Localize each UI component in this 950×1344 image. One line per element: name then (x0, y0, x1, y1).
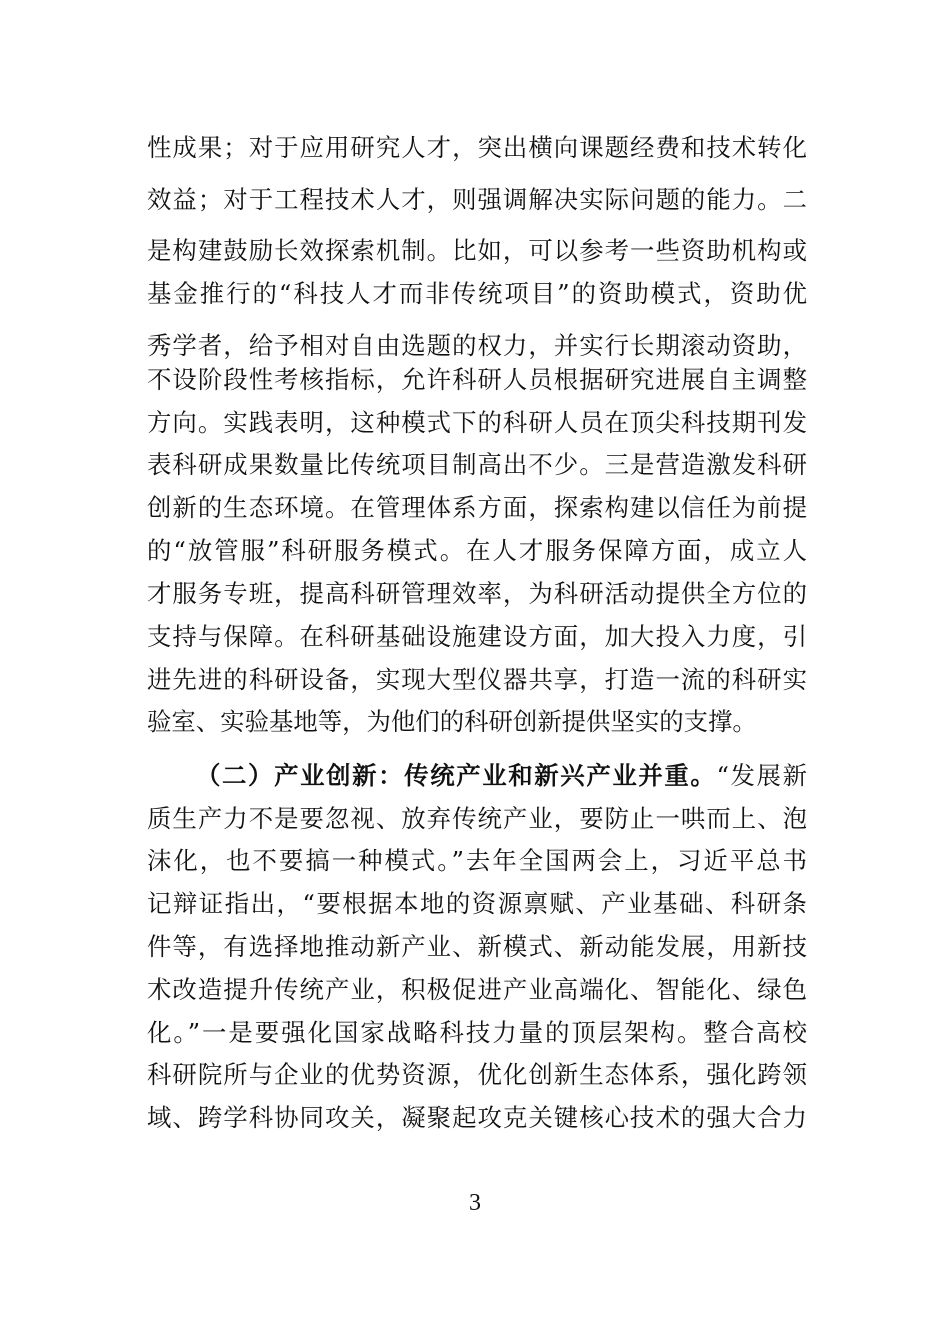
section-heading: （二）产业创新：传统产业和新兴产业并重。 (196, 761, 717, 790)
text-line: 化。”一是要强化国家战略科技力量的顶层架构。整合高校 (147, 1018, 807, 1047)
text-line (196, 757, 807, 795)
text-line: 创新的生态环境。在管理体系方面，探索构建以信任为前提 (147, 493, 807, 522)
text-line: 不设阶段性考核指标，允许科研人员根据研究进展自主调整 (147, 365, 807, 394)
text-line: 沫化，也不要搞一种模式。”去年全国两会上，习近平总书 (147, 846, 807, 875)
text-line: 表科研成果数量比传统项目制高出不少。三是营造激发科研 (147, 450, 807, 479)
text-line: 方向。实践表明，这种模式下的科研人员在顶尖科技期刊发 (147, 408, 807, 437)
text-line: 术改造提升传统产业，积极促进产业高端化、智能化、绿色 (147, 975, 807, 1004)
text-line: 基金推行的“科技人才而非传统项目”的资助模式，资助优 (147, 279, 807, 308)
text-line: 件等，有选择地推动新产业、新模式、新动能发展，用新技 (147, 932, 807, 961)
text-line: 秀学者，给予相对自由选题的权力，并实行长期滚动资助， (147, 331, 807, 360)
text-line: 的“放管服”科研服务模式。在人才服务保障方面，成立人 (147, 536, 807, 565)
text-line: 记辩证指出，“要根据本地的资源禀赋、产业基础、科研条 (147, 889, 807, 918)
text-line: 域、跨学科协同攻关，凝聚起攻克关键核心技术的强大合力 (147, 1103, 807, 1132)
text-line: 进先进的科研设备，实现大型仪器共享，打造一流的科研实 (147, 665, 807, 694)
text-line: 质生产力不是要忽视、放弃传统产业，要防止一哄而上、泡 (147, 804, 807, 833)
page-number: 3 (469, 1190, 481, 1216)
text-line: 是构建鼓励长效探索机制。比如，可以参考一些资助机构或 (147, 236, 807, 265)
text-line: 支持与保障。在科研基础设施建设方面，加大投入力度，引 (147, 622, 807, 651)
text-line: 验室、实验基地等，为他们的科研创新提供坚实的支撑。 (147, 707, 757, 736)
text-run: “发展新 (716, 761, 807, 790)
text-line: 性成果；对于应用研究人才，突出横向课题经费和技术转化 (147, 133, 807, 162)
text-line: 科研院所与企业的优势资源，优化创新生态体系，强化跨领 (147, 1060, 807, 1089)
text-line: 才服务专班，提高科研管理效率，为科研活动提供全方位的 (147, 579, 807, 608)
text-line: 效益；对于工程技术人才，则强调解决实际问题的能力。二 (147, 185, 807, 214)
